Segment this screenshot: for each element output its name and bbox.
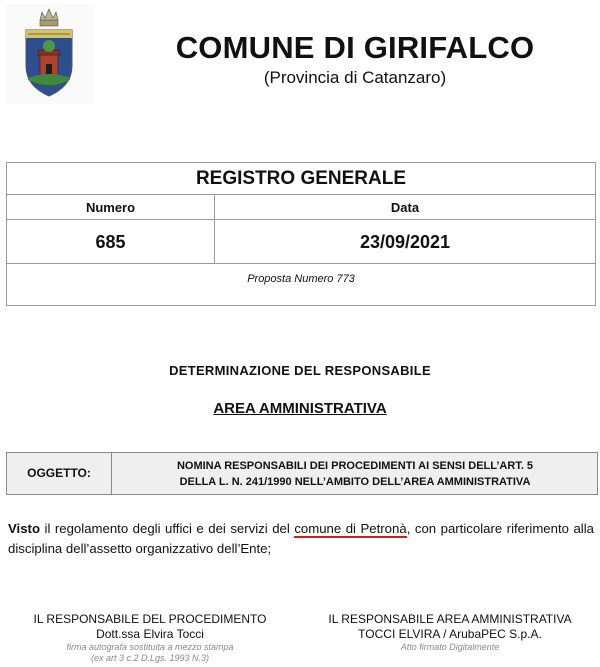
data-header: Data bbox=[215, 195, 595, 220]
crest-container bbox=[6, 4, 94, 104]
visto-keyword: Visto bbox=[8, 521, 41, 536]
signature-left-name: Dott.ssa Elvira Tocci bbox=[96, 627, 204, 641]
registro-generale-table bbox=[6, 162, 596, 306]
comune-title: COMUNE DI GIRIFALCO bbox=[175, 30, 535, 65]
numero-header: Numero bbox=[7, 195, 215, 220]
signature-right-role: IL RESPONSABILE AREA AMMINISTRATIVA bbox=[328, 612, 572, 626]
coat-of-arms-icon bbox=[18, 6, 80, 100]
signature-left-role: IL RESPONSABILE DEL PROCEDIMENTO bbox=[33, 612, 267, 626]
signature-right bbox=[305, 612, 595, 653]
signature-right-name: TOCCI ELVIRA / ArubaPEC S.p.A. bbox=[358, 627, 542, 641]
oggetto-line-2: DELLA L. N. 241/1990 NELL’AMBITO DELL’AREA AMMINISTRATIVA bbox=[179, 476, 531, 488]
visto-text-before: il regolamento degli uffici e dei servizi del bbox=[40, 521, 295, 536]
signature-right-note: Atto firmato Digitalmente bbox=[400, 642, 500, 652]
oggetto-line-1: NOMINA RESPONSABILI DEI PROCEDIMENTI AI SENSI DELL’ART. 5 bbox=[176, 460, 534, 472]
area-title: AREA AMMINISTRATIVA bbox=[213, 400, 387, 417]
signature-left bbox=[5, 612, 295, 664]
provincia-subtitle: (Provincia di Catanzaro) bbox=[263, 68, 447, 87]
oggetto-label: OGGETTO: bbox=[7, 453, 112, 494]
oggetto-box bbox=[6, 452, 598, 495]
numero-value: 685 bbox=[7, 220, 215, 264]
highlight-underline bbox=[294, 536, 406, 538]
visto-text-after: , con particolare riferimento alla disciplina dell’assetto organizzativo dell’Ente; bbox=[8, 521, 594, 556]
data-value: 23/09/2021 bbox=[215, 220, 595, 264]
signature-left-note-1: firma autografa sostituita a mezzo stampa bbox=[66, 642, 234, 652]
determinazione-title: DETERMINAZIONE DEL RESPONSABILE bbox=[169, 363, 431, 378]
oggetto-text bbox=[119, 458, 591, 490]
highlighted-phrase bbox=[294, 521, 406, 536]
visto-paragraph bbox=[8, 519, 594, 559]
proposta-numero: Proposta Numero 773 bbox=[247, 273, 355, 285]
registro-title: REGISTRO GENERALE bbox=[7, 163, 595, 195]
highlight-text: comune di Petronà bbox=[294, 521, 407, 536]
signature-left-note-2: (ex art 3 c.2 D.Lgs. 1993 N.3) bbox=[90, 653, 210, 663]
